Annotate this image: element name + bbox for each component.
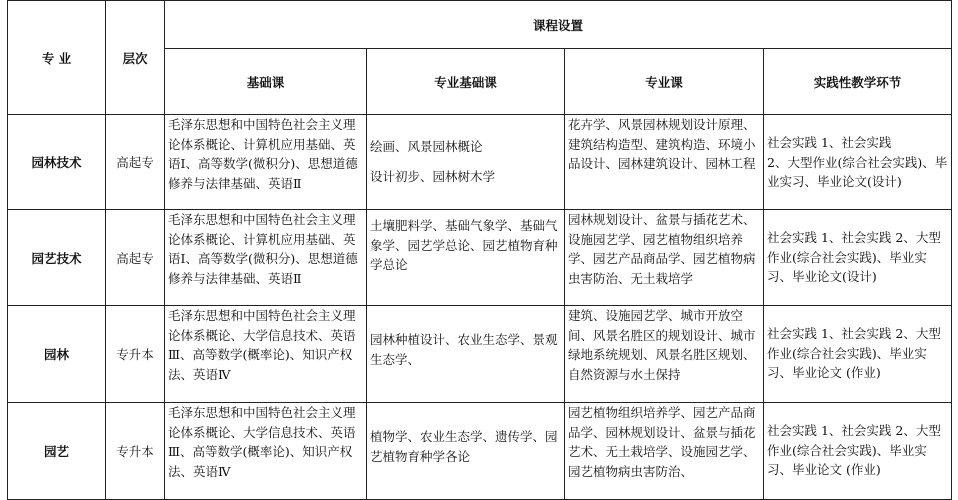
practice-cell (764, 210, 952, 306)
practice-line: 社会实践 1、社会实践 2、大型作业(综合社会实践)、毕业实习、毕业论文 (作业) (767, 326, 941, 381)
basic-course-cell: 毛泽东思想和中国特色社会主义理论体系概论、大学信息技术、英语Ⅲ、高等数学(概率论)、知识产权法、英语Ⅳ (165, 306, 367, 403)
level-cell: 高起专 (106, 210, 165, 306)
professional-basic-line: 土壤肥料学、基础气象学、基础气象学、园艺学总论、园艺植物育种学总论 (370, 218, 558, 273)
table-row (8, 115, 952, 210)
table-row (8, 403, 952, 500)
professional-course-cell: 园艺植物组织培养学、园艺产品商品学、园林规划设计、盆景与插花艺术、无土栽培学、设施园艺学、园艺植物病虫害防治、 (565, 403, 764, 500)
professional-course-cell: 花卉学、风景园林规划设计原理、建筑结构造型、建筑构造、环境小品设计、园林建筑设计、园林工程 (565, 115, 764, 210)
header-major: 专 业 (8, 1, 106, 115)
professional-basic-line: 植物学、农业生态学、遗传学、园艺植物育种学各论 (370, 429, 558, 464)
level-cell: 专升本 (106, 403, 165, 500)
major-cell: 园艺 (8, 403, 106, 500)
professional-course-cell: 建筑、设施园艺学、城市开放空间、风景名胜区的规划设计、城市绿地系统规划、风景名胜区规划、自然资源与水土保持 (565, 306, 764, 403)
practice-line: 社会实践 1、社会实践 2、大型作业(综合社会实践)、毕业实习、毕业论文 (作业) (767, 423, 941, 478)
basic-course-cell: 毛泽东思想和中国特色社会主义理论体系概论、计算机应用基础、英语Ⅰ、高等数学(微积分)、思想道德修养与法律基础、英语Ⅱ (165, 115, 367, 210)
practice-cell (764, 403, 952, 500)
basic-course-cell: 毛泽东思想和中国特色社会主义理论体系概论、大学信息技术、英语Ⅲ、高等数学(概率论)、知识产权法、英语Ⅳ (165, 403, 367, 500)
major-cell: 园林技术 (8, 115, 106, 210)
header-course-setup: 课程设置 (165, 1, 952, 49)
major-cell: 园艺技术 (8, 210, 106, 306)
professional-basic-line: 设计初步、园林树木学 (370, 169, 496, 184)
header-practice: 实践性教学环节 (764, 49, 952, 115)
curriculum-table (7, 0, 952, 500)
major-cell: 园林 (8, 306, 106, 403)
professional-basic-cell (367, 210, 565, 306)
practice-line: 社会实践 1、社会实践 (767, 135, 892, 150)
practice-line: 2、大型作业(综合社会实践)、毕业实习、毕业论文(设计) (767, 154, 948, 190)
header-row-1 (8, 1, 952, 49)
table-row (8, 306, 952, 403)
header-professional: 专业课 (565, 49, 764, 115)
professional-basic-cell (367, 115, 565, 210)
table-row (8, 210, 952, 306)
header-level: 层次 (106, 1, 165, 115)
professional-basic-cell (367, 403, 565, 500)
header-basic: 基础课 (165, 49, 367, 115)
professional-course-cell: 园林规划设计、盆景与插花艺术、设施园艺学、园艺植物组织培养学、园艺产品商品学、园艺植物病虫害防治、无土栽培学 (565, 210, 764, 306)
practice-line: 社会实践 1、社会实践 2、大型作业(综合社会实践)、毕业实习、毕业论文(设计) (767, 230, 941, 285)
professional-basic-line: 绘画、风景园林概论 (370, 139, 483, 155)
level-cell: 高起专 (106, 115, 165, 210)
professional-basic-line: 园林种植设计、农业生态学、景观生态学、 (370, 332, 558, 367)
practice-cell (764, 115, 952, 210)
basic-course-cell: 毛泽东思想和中国特色社会主义理论体系概论、计算机应用基础、英语Ⅰ、高等数学(微积分)、思想道德修养与法律基础、英语Ⅱ (165, 210, 367, 306)
header-professional-basic: 专业基础课 (367, 49, 565, 115)
level-cell: 专升本 (106, 306, 165, 403)
practice-cell (764, 306, 952, 403)
professional-basic-cell (367, 306, 565, 403)
